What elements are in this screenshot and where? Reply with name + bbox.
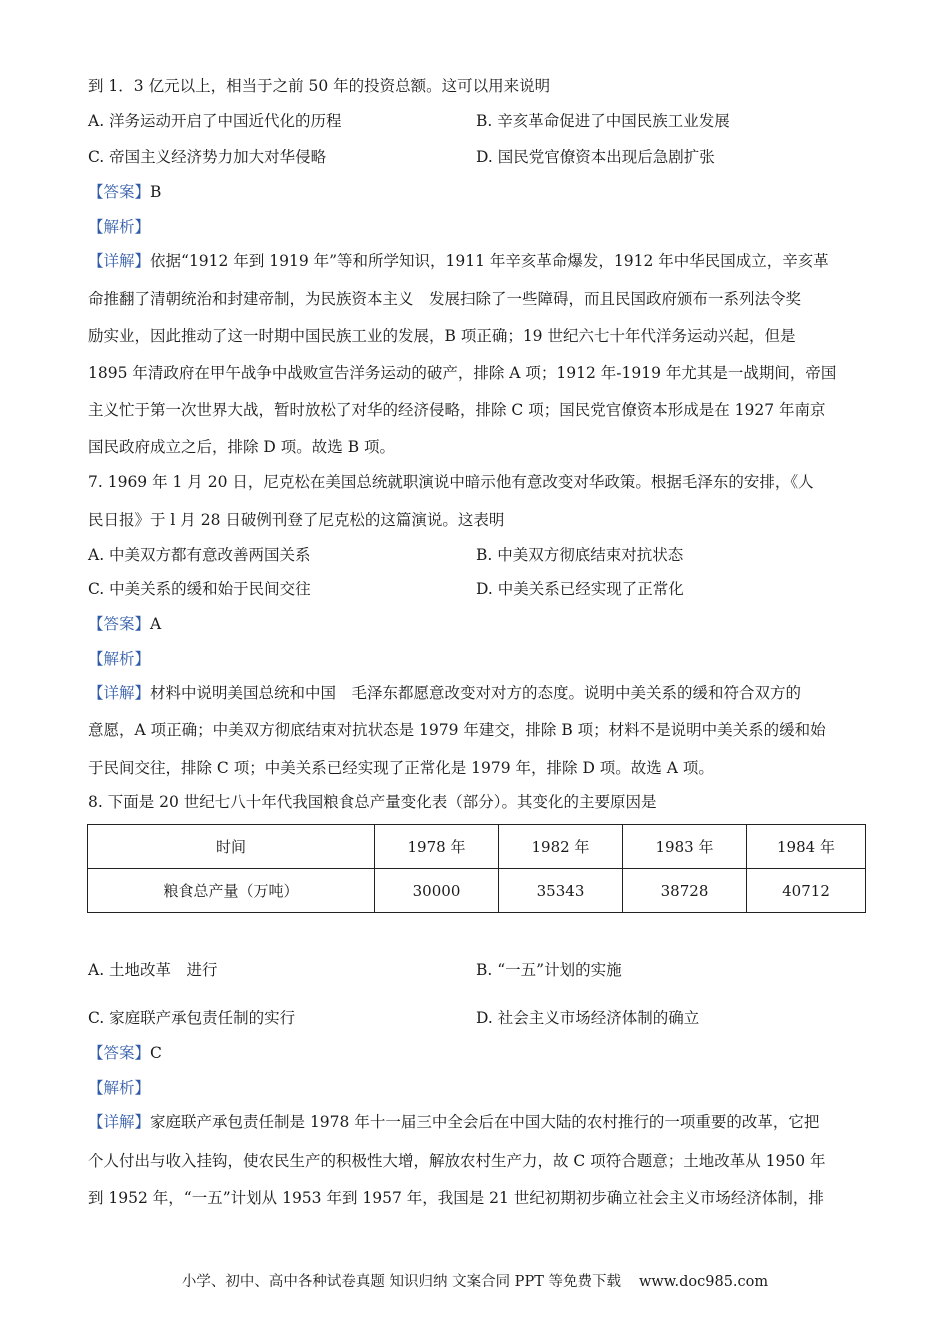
q6-detail-1: [88, 250, 864, 272]
detail-text: 材料中说明美国总统和中国 毛泽东都愿意改变对对方的态度。说明中美关系的缓和符合双方的: [150, 684, 802, 702]
answer-value: A: [150, 615, 162, 633]
q6-answer: [88, 181, 864, 203]
q6-stem-end: 到 1．3 亿元以上，相当于之前 50 年的投资总额。这可以用来说明: [88, 77, 551, 95]
q8-answer: [88, 1042, 864, 1064]
table-cell: 40712: [747, 869, 866, 913]
q7-option-b: B. 中美双方彻底结束对抗状态: [476, 546, 684, 564]
q8-analysis-tag: 【解析】: [88, 1079, 151, 1097]
footer-link[interactable]: www.doc985.com: [638, 1274, 769, 1290]
q7-option-a: A. 中美双方都有意改善两国关系: [88, 546, 311, 564]
table-cell: 时间: [88, 825, 375, 869]
answer-value: B: [150, 183, 162, 201]
q8-stem: 8. 下面是 20 世纪七八十年代我国粮食总产量变化表（部分）。其变化的主要原因是: [88, 793, 657, 811]
q6-option-a: A. 洋务运动开启了中国近代化的历程: [88, 112, 342, 130]
table-cell: 38728: [623, 869, 747, 913]
q7-stem-2: 民日报》于 l 月 28 日破例刊登了尼克松的这篇演说。这表明: [88, 511, 505, 529]
q7-analysis-tag: 【解析】: [88, 650, 151, 668]
q6-option-b: B. 辛亥革命促进了中国民族工业发展: [476, 112, 730, 130]
q8-option-a: A. 土地改革 进行: [88, 961, 218, 979]
q7-stem-1: 7. 1969 年 1 月 20 日，尼克松在美国总统就职演说中暗示他有意改变对华政策。根据毛泽东的安排，《人: [88, 473, 814, 491]
q8-detail-2: 个人付出与收入挂钩，使农民生产的积极性大增，解放农村生产力，故 C 项符合题意；土地改革从 1950 年: [88, 1152, 826, 1170]
q8-option-c: C. 家庭联产承包责任制的实行: [88, 1009, 296, 1027]
table-header-row: [88, 825, 866, 869]
detail-tag: 【详解】: [88, 252, 151, 270]
q6-detail-6: 国民政府成立之后，排除 D 项。故选 B 项。: [88, 438, 396, 456]
table-cell: 1978 年: [375, 825, 499, 869]
q7-detail-3: 于民间交往，排除 C 项；中美关系已经实现了正常化是 1979 年，排除 D 项。故选 A 项。: [88, 759, 714, 777]
answer-tag: 【答案】: [88, 615, 151, 633]
q7-detail-1: [88, 682, 864, 704]
detail-text: 家庭联产承包责任制是 1978 年十一届三中全会后在中国大陆的农村推行的一项重要的改革，它把: [150, 1113, 820, 1131]
q7-answer: [88, 613, 864, 635]
q6-detail-3: 励实业，因此推动了这一时期中国民族工业的发展，B 项正确；19 世纪六七十年代洋务运动兴起，但是: [88, 327, 796, 345]
table-cell: 35343: [499, 869, 623, 913]
answer-value: C: [150, 1044, 162, 1062]
q8-detail-1: [88, 1111, 864, 1133]
detail-tag: 【详解】: [88, 684, 151, 702]
answer-tag: 【答案】: [88, 1044, 151, 1062]
q7-detail-2: 意愿，A 项正确；中美双方彻底结束对抗状态是 1979 年建交，排除 B 项；材料不是说明中美关系的缓和始: [88, 721, 826, 739]
q8-option-b: B. “一五”计划的实施: [476, 961, 622, 979]
table-cell: 粮食总产量（万吨）: [88, 869, 375, 913]
q8-option-d: D. 社会主义市场经济体制的确立: [476, 1009, 700, 1027]
q7-option-c: C. 中美关系的缓和始于民间交往: [88, 580, 311, 598]
detail-tag: 【详解】: [88, 1113, 151, 1131]
q7-option-d: D. 中美关系已经实现了正常化: [476, 580, 684, 598]
q8-detail-3: 到 1952 年，“一五”计划从 1953 年到 1957 年，我国是 21 世纪初期初步确立社会主义市场经济体制，排: [88, 1189, 824, 1207]
grain-output-table: [87, 824, 866, 913]
q6-option-c: C. 帝国主义经济势力加大对华侵略: [88, 148, 327, 166]
q6-detail-4: 1895 年清政府在甲午战争中战败宣告洋务运动的破产，排除 A 项；1912 年-1919 年尤其是一战期间，帝国: [88, 364, 837, 382]
table-cell: 30000: [375, 869, 499, 913]
table-cell: 1982 年: [499, 825, 623, 869]
q6-detail-5: 主义忙于第一次世界大战，暂时放松了对华的经济侵略，排除 C 项；国民党官僚资本形成是在 1927 年南京: [88, 401, 826, 419]
table-row: [88, 869, 866, 913]
footer-text: 小学、初中、高中各种试卷真题 知识归纳 文案合同 PPT 等免费下载: [181, 1274, 621, 1290]
q6-detail-2: 命推翻了清朝统治和封建帝制，为民族资本主义 发展扫除了一些障碍，而且民国政府颁布一系列法令奖: [88, 290, 802, 308]
q6-option-d: D. 国民党官僚资本出现后急剧扩张: [476, 148, 715, 166]
q6-analysis-tag: 【解析】: [88, 218, 151, 236]
detail-text: 依据“1912 年到 1919 年”等和所学知识，1911 年辛亥革命爆发，1912 年中华民国成立，辛亥革: [150, 252, 829, 270]
table-cell: 1983 年: [623, 825, 747, 869]
table-cell: 1984 年: [747, 825, 866, 869]
answer-tag: 【答案】: [88, 183, 151, 201]
page-footer: [0, 1270, 950, 1291]
